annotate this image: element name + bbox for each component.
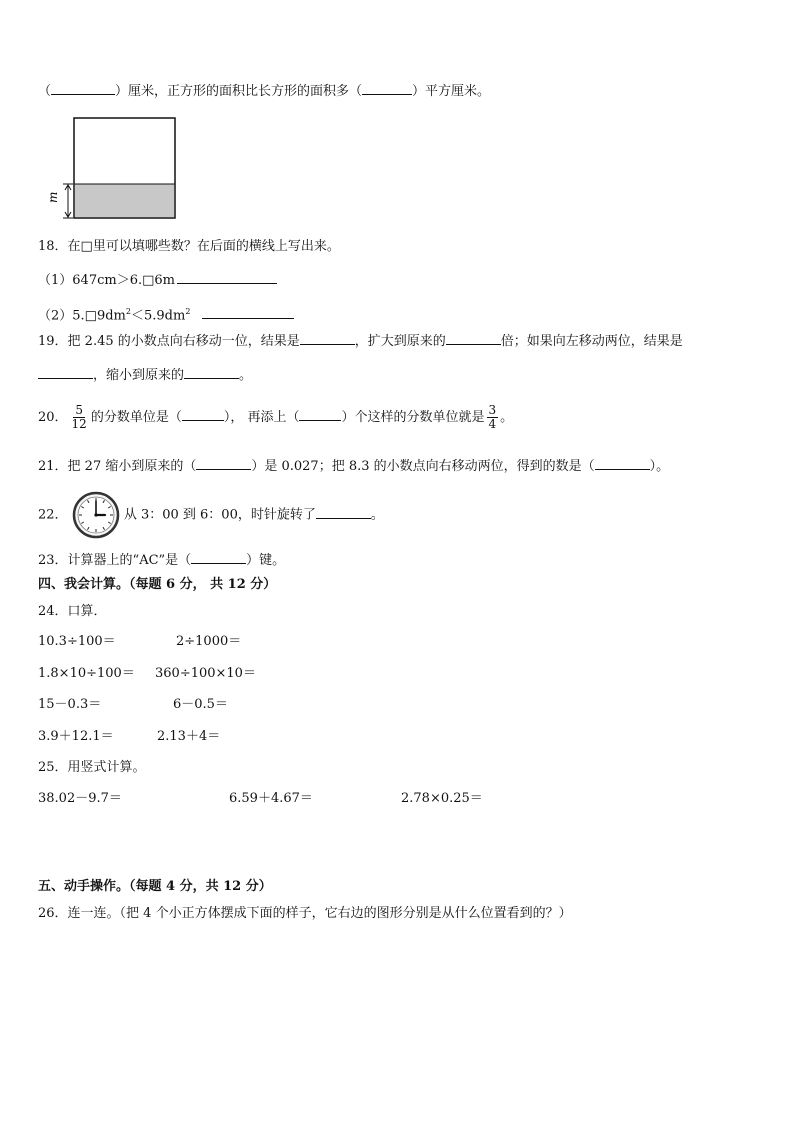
answer-blank[interactable] <box>595 457 650 470</box>
answer-line[interactable] <box>177 271 277 284</box>
answer-blank[interactable] <box>51 82 115 95</box>
q20-line: 20． $\frac{5}{12}$ 的分数单位是（ ）， 再添上（ ）个这样的分数单位就是 $\frac{3}{4}$ 。 <box>38 403 514 431</box>
q24-r2-c2: 360÷100×10＝ <box>155 666 256 681</box>
section5-title: 五、动手操作。（每题 4 分，共 12 分） <box>38 879 272 894</box>
answer-blank[interactable] <box>300 332 355 345</box>
q18-item1: （1）647cm＞6.□6m <box>38 271 277 290</box>
q24-r3-c1: 15－0.3＝ <box>38 697 102 712</box>
q21-line: 21．把 27 缩小到原来的（ ）是 0.027；把 8.3 的小数点向右移动两位，得到的数是（ ）。 <box>38 459 670 474</box>
q24-r2-c1: 1.8×10÷100＝ <box>38 666 135 681</box>
fraction-5-12: $\frac{5}{12}$ <box>71 403 87 431</box>
answer-blank[interactable] <box>362 82 412 95</box>
q24-title: 24．口算． <box>38 604 107 619</box>
answer-blank[interactable] <box>446 332 501 345</box>
answer-blank[interactable] <box>316 506 371 519</box>
q25-title: 25．用竖式计算。 <box>38 760 146 775</box>
q24-r1-c2: 2÷1000＝ <box>176 634 242 649</box>
answer-blank[interactable] <box>191 551 246 564</box>
answer-blank[interactable] <box>182 408 224 421</box>
q24-r4-c1: 3.9＋12.1＝ <box>38 729 114 744</box>
q26-title: 26．连一连。（把 4 个小正方体摆成下面的样子，它右边的图形分别是从什么位置看到的？） <box>38 906 572 921</box>
answer-blank[interactable] <box>196 457 251 470</box>
q25-item1: 38.02－9.7＝ <box>38 791 122 806</box>
q19-line2: ，缩小到原来的 。 <box>38 366 252 385</box>
rectangle-figure <box>44 115 184 225</box>
q24-r3-c2: 6－0.5＝ <box>173 697 228 712</box>
q25-item2: 6.59＋4.67＝ <box>229 791 313 806</box>
clock-icon <box>72 491 120 539</box>
q18-item2: $(2)5.□9dm^2<5.9dm^2$ <box>38 303 294 325</box>
answer-blank[interactable] <box>299 408 341 421</box>
answer-line[interactable] <box>202 306 294 319</box>
answer-blank[interactable] <box>38 366 93 379</box>
q18-title: 18．在□里可以填哪些数？在后面的横线上写出来。 <box>38 239 340 254</box>
q25-item3: 2.78×0.25＝ <box>401 791 483 806</box>
answer-blank[interactable] <box>184 366 239 379</box>
section4-title: 四、我会计算。（每题 6 分， 共 12 分） <box>38 577 277 592</box>
q24-r4-c2: 2.13＋4＝ <box>157 729 221 744</box>
dimension-label: m <box>46 191 60 203</box>
fraction-3-4: $\frac{3}{4}$ <box>488 403 497 431</box>
q22-line: 22． 从 3：00 到 6：00，时针旋转了 。 <box>38 491 384 539</box>
q19-line1: 19．把 2.45 的小数点向右移动一位，结果是 ，扩大到原来的 倍；如果向左移动两位，结果是 <box>38 334 683 349</box>
q23-line: 23．计算器上的“AC”是（ ）键。 <box>38 553 286 568</box>
q17-text: （ ）厘米，正方形的面积比长方形的面积多（ ）平方厘米。 <box>38 84 491 99</box>
q24-r1-c1: 10.3÷100＝ <box>38 634 116 649</box>
